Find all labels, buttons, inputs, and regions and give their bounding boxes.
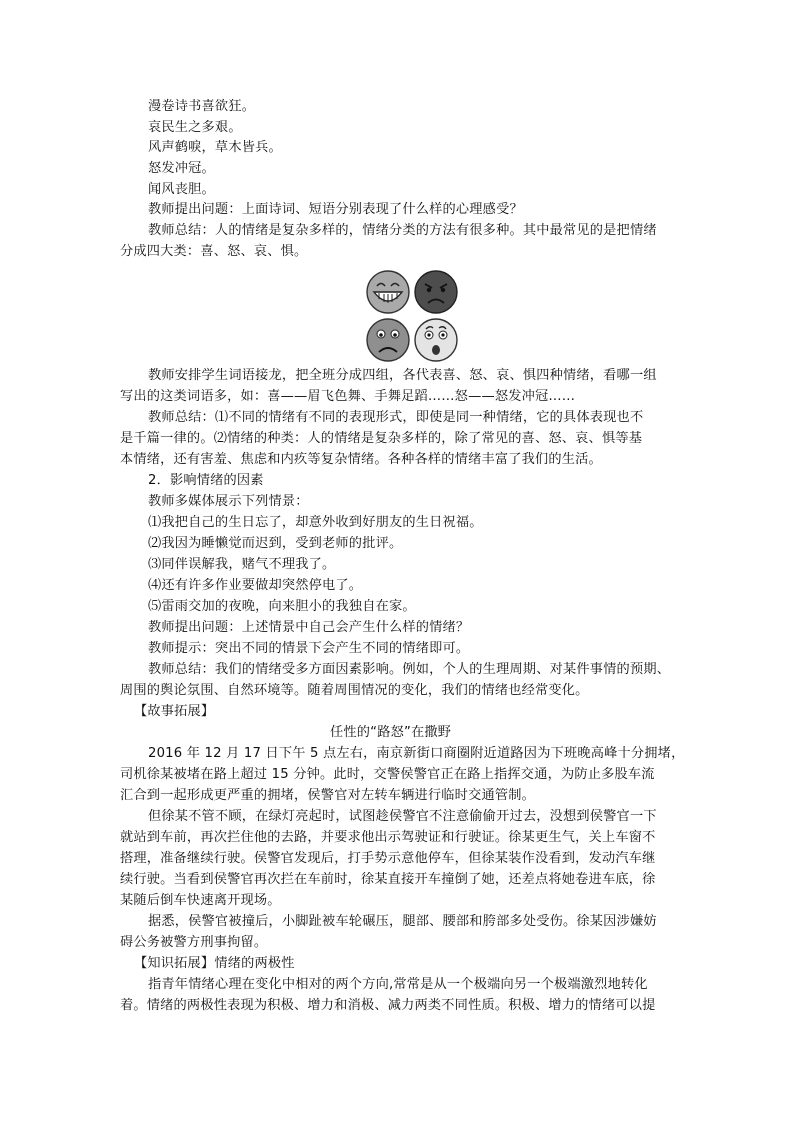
multimedia-intro: 教师多媒体展示下列情景： bbox=[148, 494, 309, 509]
story-p1-line1: 2016 年 12 月 17 日下午 5 点左右，南京新街口商圈附近道路因为下班晚高峰十分拥堵， bbox=[148, 746, 685, 761]
poem-line: 风声鹤唳，草木皆兵。 bbox=[148, 140, 282, 155]
sad-face-icon bbox=[367, 319, 409, 361]
section-2-heading: 2．影响情绪的因素 bbox=[148, 473, 264, 488]
story-p2-line4: 续行驶。当看到侯警官再次拦在车前时，徐某直接开车撞倒了她，还差点将她卷进车底，徐 bbox=[120, 872, 656, 887]
poem-line: 闻风丧胆。 bbox=[148, 182, 215, 197]
teacher-summary-2-line1: 教师总结：⑴不同的情绪有不同的表现形式，即使是同一种情绪，它的具体表现也不 bbox=[148, 410, 644, 425]
story-p2-line2: 就站到车前，再次拦住他的去路，并要求他出示驾驶证和行驶证。徐某更生气，关上车窗不 bbox=[120, 830, 656, 845]
teacher-summary-3-line1: 教师总结：我们的情绪受多方面因素影响。例如，个人的生理周期、对某件事情的预期、 bbox=[148, 662, 671, 677]
emotion-faces-figure bbox=[364, 268, 460, 364]
teacher-question-2: 教师提出问题：上述情景中自己会产生什么样的情绪？ bbox=[148, 620, 470, 635]
teacher-summary-3-line2: 周围的舆论氛围、自然环境等。随着周围情况的变化，我们的情绪也经常变化。 bbox=[120, 683, 589, 698]
scenario-item: ⑷还有许多作业要做却突然停电了。 bbox=[148, 578, 363, 593]
poem-line: 哀民生之多艰。 bbox=[148, 120, 242, 135]
story-p2-line1: 但徐某不管不顾，在绿灯亮起时，试图趁侯警官不注意偷偷开过去，没想到侯警官一下 bbox=[148, 809, 657, 824]
activity-line2: 写出的这类词语多，如：喜——眉飞色舞、手舞足蹈……怒——怒发冲冠…… bbox=[120, 389, 576, 404]
scenario-item: ⑸雷雨交加的夜晚，向来胆小的我独自在家。 bbox=[148, 599, 416, 614]
knowledge-heading: 【知识拓展】情绪的两极性 bbox=[134, 956, 295, 971]
activity-line1: 教师安排学生词语接龙，把全班分成四组，各代表喜、怒、哀、惧四种情绪，看哪一组 bbox=[148, 368, 657, 383]
fear-face-icon bbox=[415, 319, 457, 361]
teacher-summary-2-line2: 是千篇一律的。⑵情绪的种类：人的情绪是复杂多样的，除了常见的喜、怒、哀、惧等基 bbox=[120, 431, 643, 446]
scenario-item: ⑴我把自己的生日忘了，却意外收到好朋友的生日祝福。 bbox=[148, 515, 483, 530]
story-p3-line2: 碍公务被警方刑事拘留。 bbox=[120, 935, 268, 950]
story-p2-line5: 某随后倒车快速离开现场。 bbox=[120, 893, 281, 908]
story-p2-line3: 搭理，准备继续行驶。侯警官发现后，打手势示意他停车，但徐某装作没看到，发动汽车继 bbox=[120, 851, 656, 866]
teacher-summary-2-line3: 本情绪，还有害羞、焦虑和内疚等复杂情绪。各种各样的情绪丰富了我们的生活。 bbox=[120, 452, 602, 467]
knowledge-p-line2: 着。情绪的两极性表现为积极、增力和消极、减力两类不同性质。积极、增力的情绪可以提 bbox=[120, 998, 656, 1013]
story-p1-line3: 汇合到一起形成更严重的拥堵，侯警官对左转车辆进行临时交通管制。 bbox=[120, 788, 536, 803]
scenario-item: ⑶同伴误解我，赌气不理我了。 bbox=[148, 557, 336, 572]
poem-line: 怒发冲冠。 bbox=[148, 161, 215, 176]
scenario-item: ⑵我因为睡懒觉而迟到，受到老师的批评。 bbox=[148, 536, 403, 551]
teacher-hint: 教师提示：突出不同的情景下会产生不同的情绪即可。 bbox=[148, 641, 470, 656]
angry-face-icon bbox=[415, 271, 457, 313]
teacher-question-1: 教师提出问题：上面诗词、短语分别表现了什么样的心理感受？ bbox=[148, 202, 523, 217]
story-title: 任性的“路怒”在撒野 bbox=[330, 725, 452, 740]
teacher-summary-1-line2: 分成四大类：喜、怒、哀、惧。 bbox=[120, 244, 308, 259]
poem-line: 漫卷诗书喜欲狂。 bbox=[148, 99, 256, 114]
teacher-summary-1-line1: 教师总结：人的情绪是复杂多样的，情绪分类的方法有很多种。其中最常见的是把情绪 bbox=[148, 223, 657, 238]
happy-face-icon bbox=[367, 271, 409, 313]
story-p1-line2: 司机徐某被堵在路上超过 15 分钟。此时，交警侯警官正在路上指挥交通，为防止多股车流 bbox=[120, 767, 655, 782]
story-p3-line1: 据悉，侯警官被撞后，小脚趾被车轮碾压，腿部、腰部和胯部多处受伤。徐某因涉嫌妨 bbox=[148, 914, 657, 929]
knowledge-p-line1: 指青年情绪心理在变化中相对的两个方向,常常是从一个极端向另一个极端激烈地转化 bbox=[148, 977, 648, 992]
story-heading: 【故事拓展】 bbox=[134, 704, 215, 719]
